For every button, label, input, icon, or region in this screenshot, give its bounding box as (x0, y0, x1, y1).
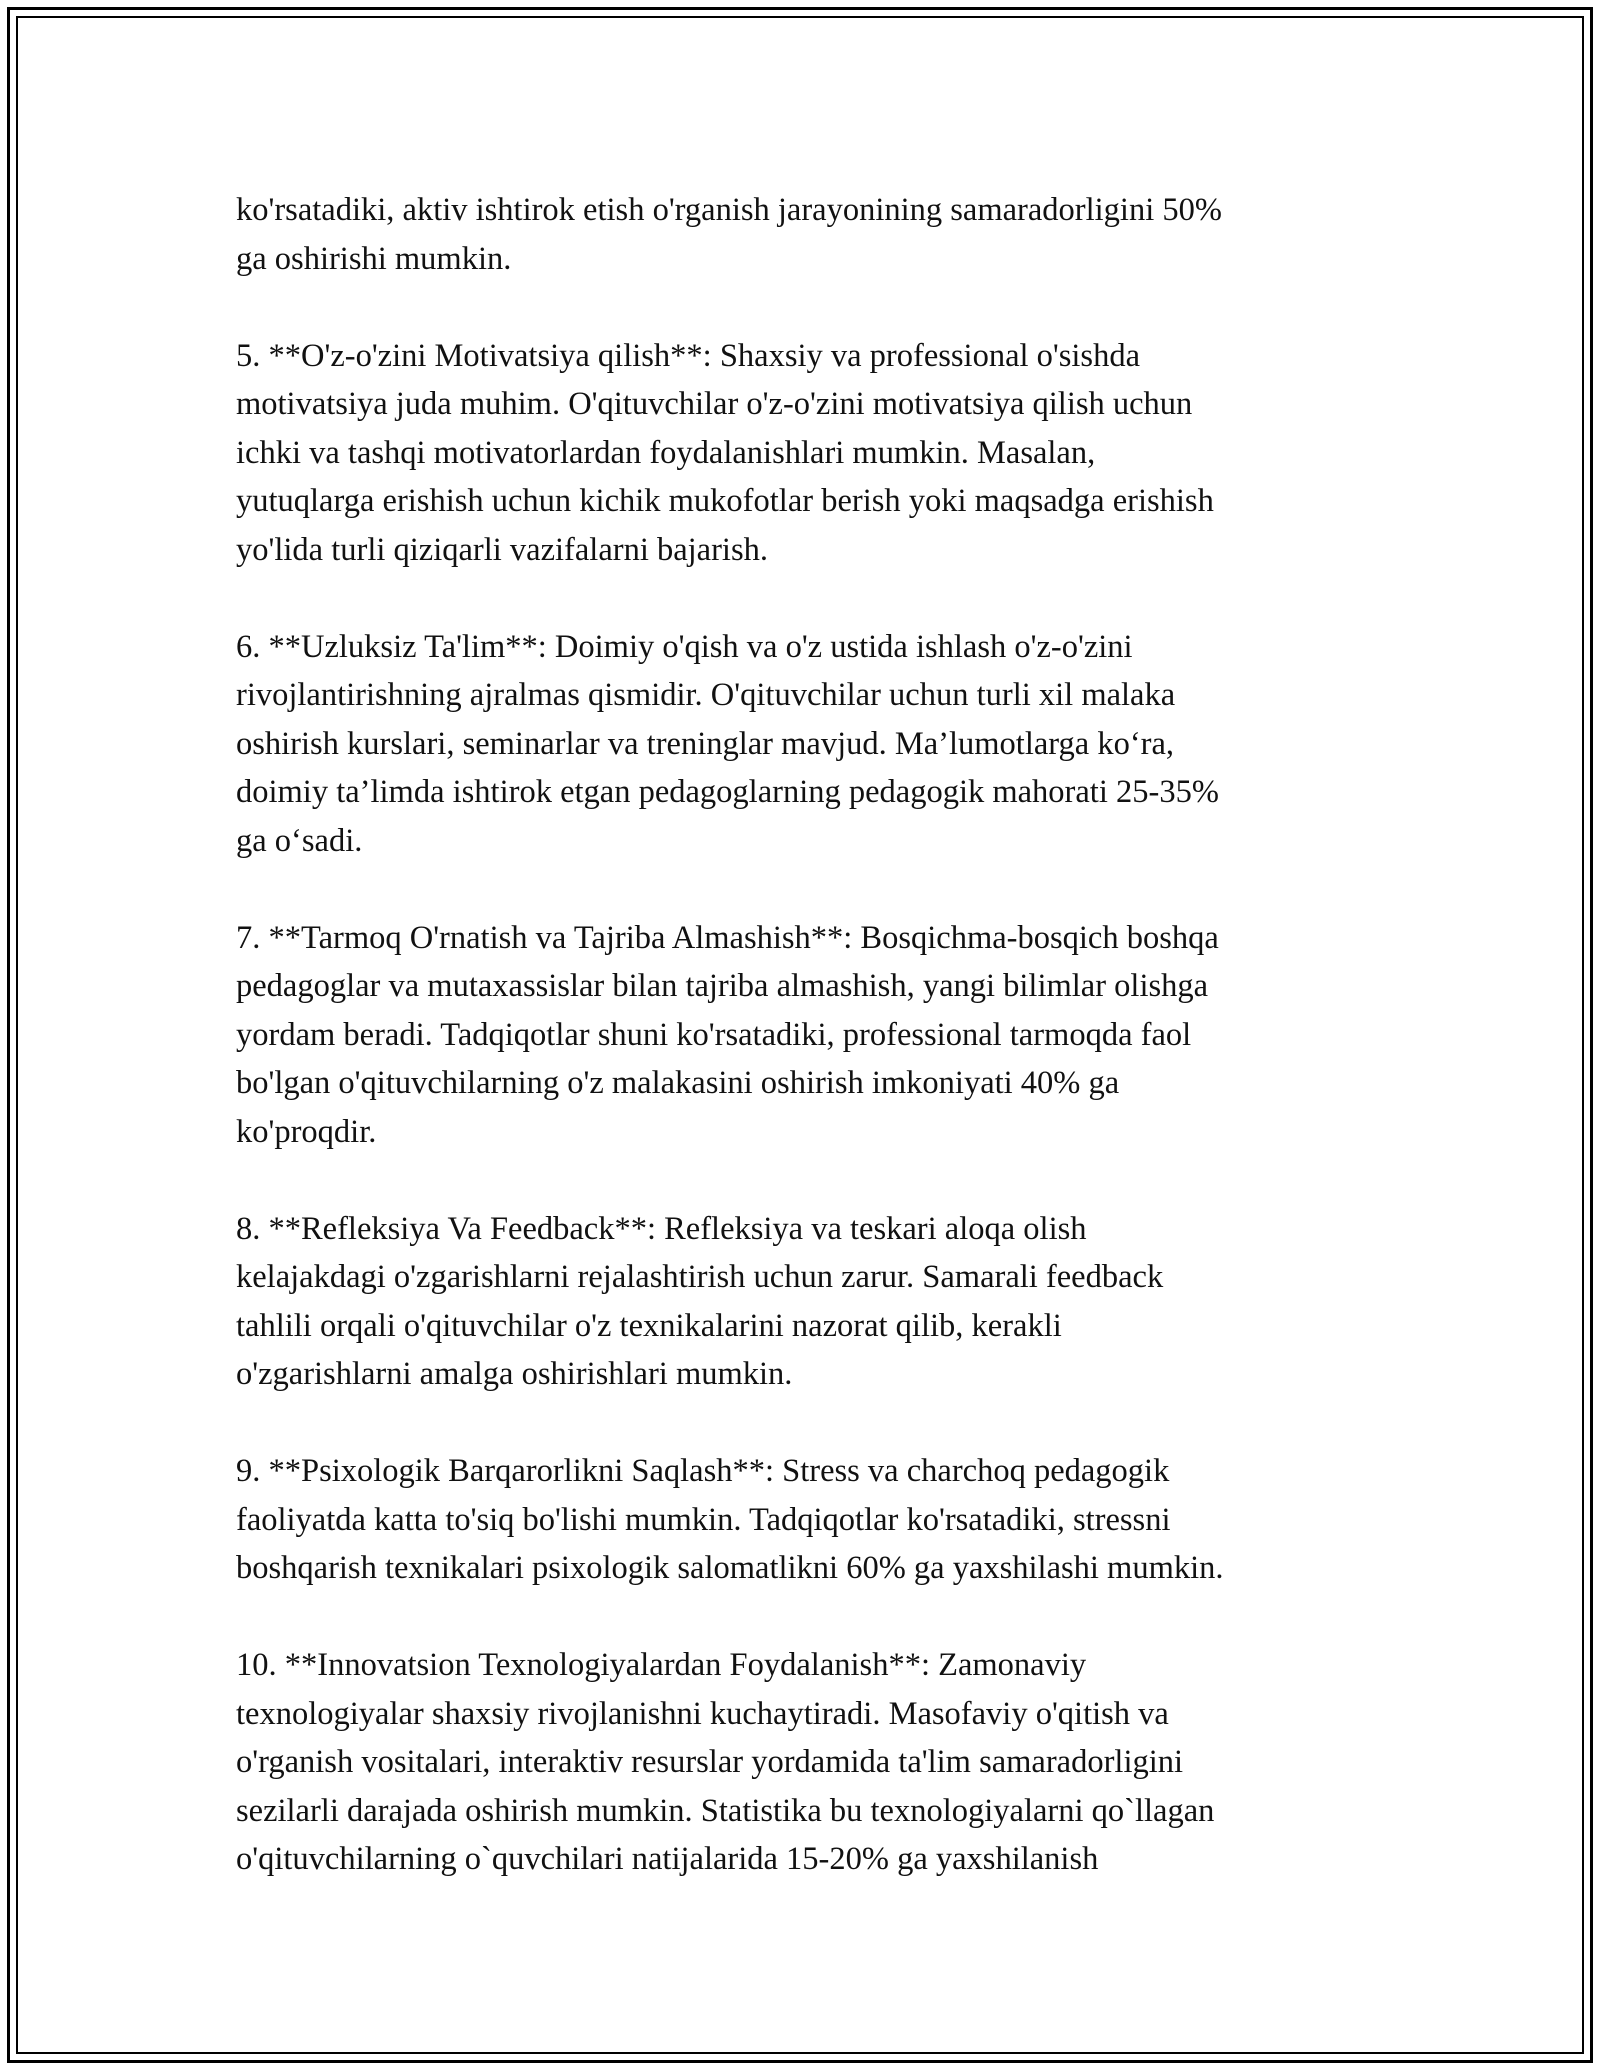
paragraph-item-7: 7. **Tarmoq O'rnatish va Tajriba Almashish**: Bosqichma-bosqich boshqa pedagoglar va mutaxassislar bilan tajriba almashish, yangi bilimlar olishga yordam beradi. Tadqiqotlar shuni ko'rsatadiki, professional tarmoqda faol bo'lgan o'qituvchilarning o'z malakasini oshirish imkoniyati 40% ga ko'proqdir. (236, 919, 1219, 1150)
paragraph-item-9: 9. **Psixologik Barqarorlikni Saqlash**: Stress va charchoq pedagogik faoliyatda katta to'siq bo'lishi mumkin. Tadqiqotlar ko'rsatadiki, stressni boshqarish texnikalari psixologik salomatlikni 60% ga yaxshilashi mumkin. (236, 1453, 1224, 1586)
paragraph-item-8: 8. **Refleksiya Va Feedback**: Refleksiya va teskari aloqa olish kelajakdagi o'zgarishlarni rejalashtirish uchun zarur. Samarali feedback tahlili orqali o'qituvchilar o'z texnikalarini nazorat qilib, kerakli o'zgarishlarni amalga oshirishlari mumkin. (236, 1210, 1164, 1392)
paragraph-item-10: 10. **Innovatsion Texnologiyalardan Foydalanish**: Zamonaviy texnologiyalar shaxsiy rivojlanishni kuchaytiradi. Masofaviy o'qitish va o'rganish vositalari, interaktiv resurslar yordamida ta'lim samaradorligini sezilarli darajada oshirish mumkin. Statistika bu texnologiyalarni qo`llagan o'qituvchilarning o`quvchilari natijalarida 15-20% ga yaxshilanish (236, 1647, 1215, 1877)
document-body (236, 186, 1366, 1884)
paragraph-continuation: ko'rsatadiki, aktiv ishtirok etish o'rganish jarayonining samaradorligini 50% ga oshirishi mumkin. (236, 192, 1222, 277)
paragraph-item-6: 6. **Uzluksiz Ta'lim**: Doimiy o'qish va o'z ustida ishlash o'z-o'zini rivojlantirishning ajralmas qismidir. O'qituvchilar uchun turli xil malaka oshirish kurslari, seminarlar va treninglar mavjud. Ma’lumotlarga ko‘ra, doimiy ta’limda ishtirok etgan pedagoglarning pedagogik mahorati 25-35% ga o‘sadi. (236, 628, 1219, 859)
paragraph-item-5: 5. **O'z-o'zini Motivatsiya qilish**: Shaxsiy va professional o'sishda motivatsiya juda muhim. O'qituvchilar o'z-o'zini motivatsiya qilish uchun ichki va tashqi motivatorlardan foydalanishlari mumkin. Masalan, yutuqlarga erishish uchun kichik mukofotlar berish yoki maqsadga erishish yo'lida turli qiziqarli vazifalarni bajarish. (236, 337, 1214, 568)
